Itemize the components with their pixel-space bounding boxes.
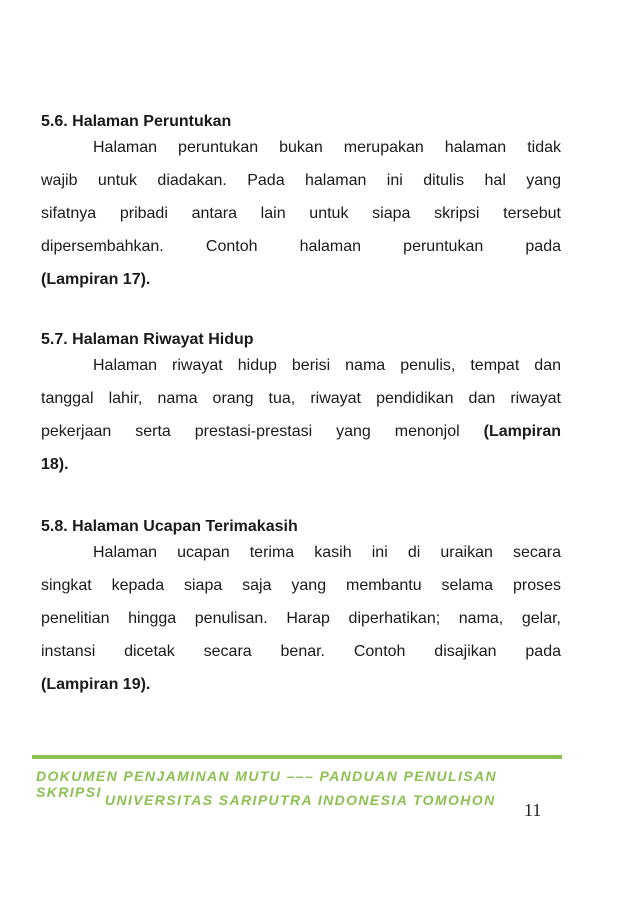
footer-university-name: UNIVERSITAS SARIPUTRA INDONESIA TOMOHON [105,792,496,808]
section-halaman-riwayat-hidup [41,330,561,488]
paragraph-line: Halaman peruntukan bukan merupakan halaman tidak [93,139,561,156]
paragraph-line [41,422,561,455]
paragraph-line: Halaman riwayat hidup berisi nama penulis, tempat dan [93,357,561,374]
section-heading: 5.6. Halaman Peruntukan [41,113,232,130]
section-halaman-peruntukan [41,112,561,303]
section-heading: 5.7. Halaman Riwayat Hidup [41,331,254,348]
footer-divider [32,755,562,759]
paragraph-line: sifatnya pribadi antara lain untuk siapa skripsi tersebut [41,205,561,222]
paragraph [41,543,561,708]
paragraph-line: singkat kepada siapa saja yang membantu selama proses [41,577,561,594]
paragraph [41,356,561,488]
paragraph-line: penelitian hingga penulisan. Harap diperhatikan; nama, gelar, [41,610,561,627]
lampiran-reference: (Lampiran [483,423,561,440]
lampiran-reference: 18). [41,456,69,473]
paragraph-line: instansi dicetak secara benar. Contoh disajikan pada [41,643,561,660]
paragraph-line-text: pekerjaan serta prestasi-prestasi yang menonjol [41,423,460,440]
paragraph-line: Halaman ucapan terima kasih ini di uraikan secara [93,544,561,561]
paragraph [41,138,561,303]
lampiran-reference: (Lampiran 19). [41,676,151,693]
paragraph-line: dipersembahkan. Contoh halaman peruntukan pada [41,238,561,255]
paragraph-line: wajib untuk diadakan. Pada halaman ini ditulis hal yang [41,172,561,189]
footer-document-title: DOKUMEN PENJAMINAN MUTU ––– PANDUAN PENULISAN SKRIPSI [36,768,497,800]
lampiran-reference: (Lampiran 17). [41,271,151,288]
paragraph-line: tanggal lahir, nama orang tua, riwayat pendidikan dan riwayat [41,390,561,407]
section-heading: 5.8. Halaman Ucapan Terimakasih [41,518,298,535]
section-halaman-ucapan-terimakasih [41,517,561,708]
page-number: 11 [524,800,542,820]
